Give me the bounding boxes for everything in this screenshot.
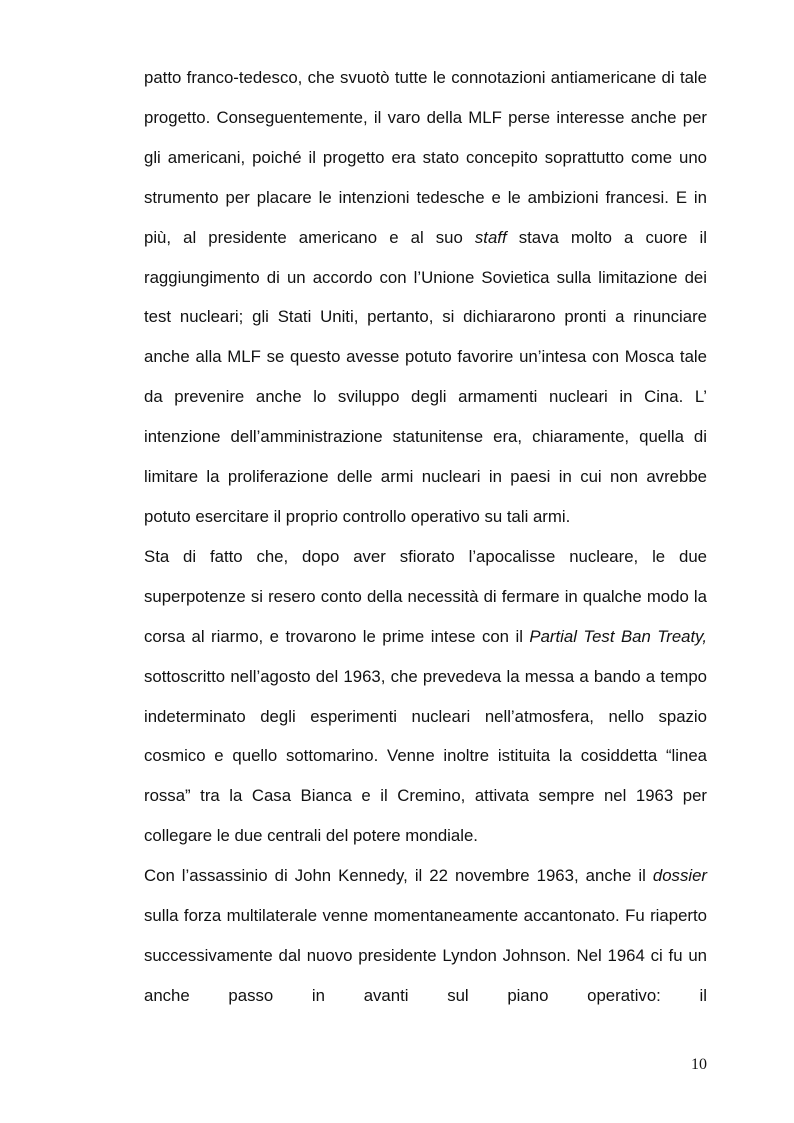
italic-staff: staff <box>474 227 507 247</box>
italic-dossier: dossier <box>652 866 707 886</box>
paragraph-2-text-1: Sta di fatto che, dopo aver sfiorato l’apocalisse nucleare, le due superpotenze si resero conto della necessità di fermare in qualche modo la corsa al riarmo, e trovarono le prime intese con il <box>144 546 707 646</box>
paragraph-2 <box>144 537 707 856</box>
paragraph-1 <box>144 58 707 537</box>
paragraph-3-text-1: Con l’assassinio di John Kennedy, il 22 novembre 1963, anche il <box>144 866 653 886</box>
paragraph-1-text-1: patto franco-tedesco, che svuotò tutte le connotazioni antiamericane di tale progetto. Conseguentemente, il varo della MLF perse interesse anche per gli americani, poiché il progetto era stato concepito soprattutto come uno strumento per placare le intenzioni tedesche e le ambizioni francesi. E in più, al presidente americano e al suo <box>144 68 707 247</box>
italic-treaty-name: Partial Test Ban Treaty, <box>529 626 707 646</box>
paragraph-1-text-2: stava molto a cuore il raggiungimento di un accordo con l’Unione Sovietica sulla limitazione dei test nucleari; gli Stati Uniti, pertanto, si dichiararono pronti a rinunciare anche alla MLF se questo avesse potuto favorire un’intesa con Mosca tale da prevenire anche lo sviluppo degli armamenti nucleari in Cina. L’ intenzione dell’amministrazione statunitense era, chiaramente, quella di limitare la proliferazione delle armi nucleari in paesi in cui non avrebbe potuto esercitare il proprio controllo operativo su tali armi. <box>144 227 707 526</box>
body-text <box>144 58 707 1016</box>
page-number: 10 <box>691 1056 707 1073</box>
paragraph-2-text-2: sottoscritto nell’agosto del 1963, che prevedeva la messa a bando a tempo indeterminato degli esperimenti nucleari nell’atmosfera, nello spazio cosmico e quello sottomarino. Venne inoltre istituita la cosiddetta “linea rossa” tra la Casa Bianca e il Cremino, attivata sempre nel 1963 per collegare le due centrali del potere mondiale. <box>144 666 707 846</box>
paragraph-3-text-2: sulla forza multilaterale venne momentaneamente accantonato. Fu riaperto successivamente dal nuovo presidente Lyndon Johnson. Nel 1964 ci fu un anche passo in avanti sul piano operativo: il <box>144 906 707 1005</box>
paragraph-3 <box>144 856 707 1016</box>
